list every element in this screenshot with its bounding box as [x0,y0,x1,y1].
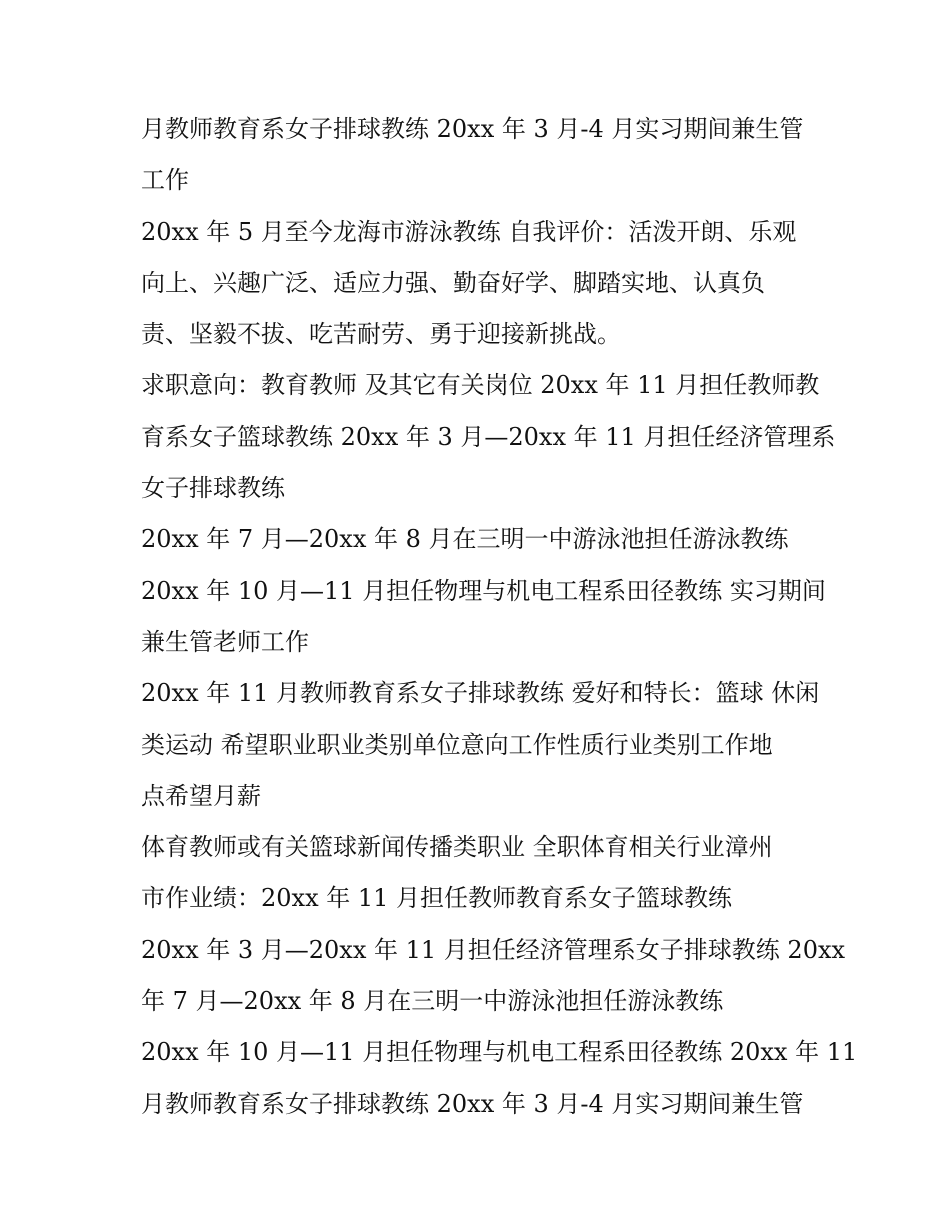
text-line: 育系女子篮球教练 20xx 年 3 月—20xx 年 11 月担任经济管理系 [141,422,836,451]
text-line: 向上、兴趣广泛、适应力强、勤奋好学、脚踏实地、认真负 [141,268,765,297]
text-line: 责、坚毅不拔、吃苦耐劳、勇于迎接新挑战。 [141,320,621,349]
text-line: 工作 [141,166,189,195]
document-body [141,104,858,1130]
text-line: 20xx 年 3 月—20xx 年 11 月担任经济管理系女子排球教练 20xx [141,935,846,964]
text-line: 类运动 希望职业职业类别单位意向工作性质行业类别工作地 [141,730,773,759]
text-line: 月教师教育系女子排球教练 20xx 年 3 月-4 月实习期间兼生管 [141,1089,804,1118]
text-line: 20xx 年 5 月至今龙海市游泳教练 自我评价：活泼开朗、乐观 [141,217,797,246]
text-line: 求职意向：教育教师 及其它有关岗位 20xx 年 11 月担任教师教 [141,371,820,400]
text-line: 年 7 月—20xx 年 8 月在三明一中游泳池担任游泳教练 [141,987,724,1016]
text-line: 女子排球教练 [141,474,285,503]
text-line: 月教师教育系女子排球教练 20xx 年 3 月-4 月实习期间兼生管 [141,115,804,143]
text-line: 体育教师或有关篮球新闻传播类职业 全职体育相关行业漳州 [141,833,773,862]
text-line: 20xx 年 10 月—11 月担任物理与机电工程系田径教练 20xx 年 11 [141,1038,858,1067]
text-line: 市作业绩：20xx 年 11 月担任教师教育系女子篮球教练 [141,884,733,913]
text-line: 20xx 年 11 月教师教育系女子排球教练 爱好和特长：篮球 休闲 [141,679,820,708]
text-line: 20xx 年 10 月—11 月担任物理与机电工程系田径教练 实习期间 [141,576,826,605]
text-line: 点希望月薪 [141,781,261,810]
text-line: 20xx 年 7 月—20xx 年 8 月在三明一中游泳池担任游泳教练 [141,525,789,554]
text-line: 兼生管老师工作 [141,627,309,656]
